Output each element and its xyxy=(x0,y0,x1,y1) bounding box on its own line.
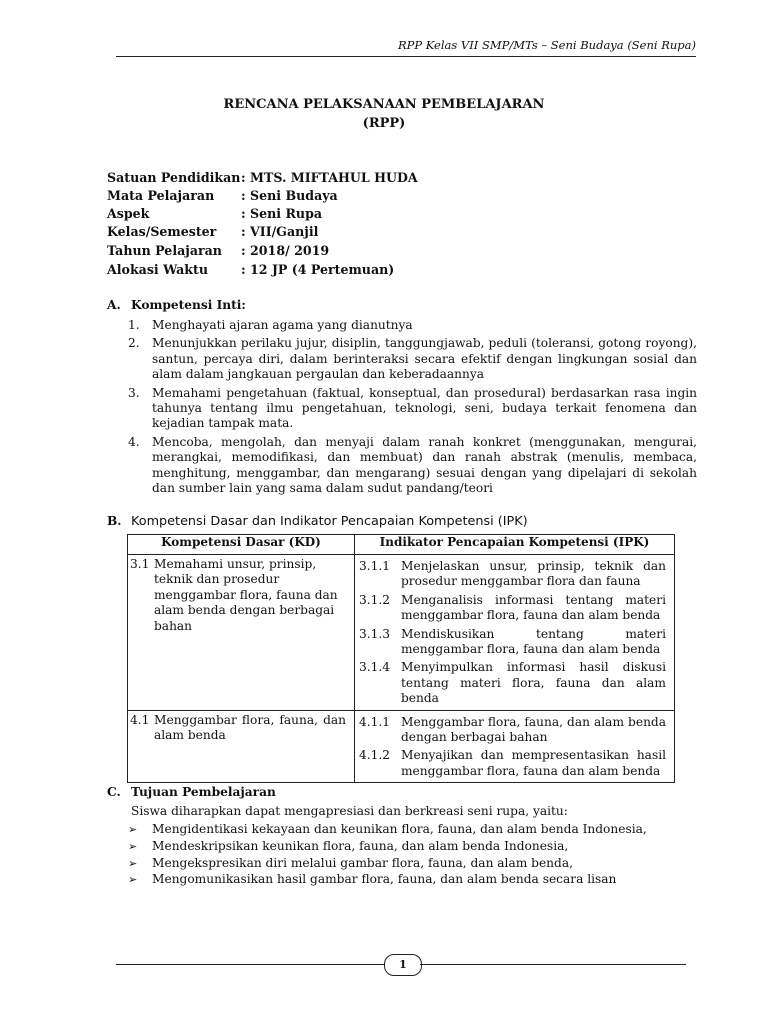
objectives-intro: Siswa diharapkan dapat mengapresiasi dan berkreasi seni rupa, yaitu: xyxy=(131,804,568,818)
ipk-item xyxy=(355,660,674,706)
section-title: Tujuan Pembelajaran xyxy=(131,785,276,799)
identity-row-aspect xyxy=(107,206,322,221)
list-text: Mencoba, mengolah, dan menyaji dalam ranah konkret (menggunakan, mengurai, merangkai, memodifikasi, dan membuat) dan ranah abstrak (menulis, membaca, menghitung, menggambar, dan mengarang) sesuai dengan yang dipelajari di sekolah dan sumber lain yang sama dalam sudut pandang/teori xyxy=(152,434,697,496)
identity-row-school xyxy=(107,170,418,185)
ipk-number: 3.1.2 xyxy=(359,592,391,607)
ipk-cell xyxy=(355,555,675,711)
identity-value: : 2018/ 2019 xyxy=(241,243,330,258)
list-text: Mengidentikasi kekayaan dan keunikan flora, fauna, dan alam benda Indonesia, xyxy=(152,822,647,836)
section-letter: A. xyxy=(107,298,121,312)
ipk-number: 3.1.1 xyxy=(359,559,391,573)
section-letter: C. xyxy=(107,785,121,799)
identity-label: Aspek xyxy=(107,206,150,221)
list-number: 4. xyxy=(128,434,140,449)
ipk-number: 4.1.2 xyxy=(359,748,391,763)
kd-number: 4.1 xyxy=(130,712,150,727)
ipk-number: 3.1.4 xyxy=(359,660,391,675)
section-title: Kompetensi Inti: xyxy=(131,298,246,312)
identity-value: : 12 JP (4 Pertemuan) xyxy=(241,262,395,277)
ipk-text: Menyajikan dan mempresentasikan hasil menggambar flora, fauna dan alam benda xyxy=(401,748,666,778)
competence-table xyxy=(127,534,675,783)
identity-label: Tahun Pelajaran xyxy=(107,243,222,258)
list-text: Memahami pengetahuan (faktual, konseptual, dan prosedural) berdasarkan rasa ingin tahunya tentang ilmu pengetahuan, teknologi, seni, budaya terkait fenomena dan kejadian tampak mata. xyxy=(152,385,697,431)
kd-cell xyxy=(128,555,355,711)
ipk-text: Mendiskusikan tentang materi menggambar flora, fauna dan alam benda xyxy=(401,626,666,657)
section-letter: B. xyxy=(107,514,122,528)
footer-divider-left xyxy=(116,964,384,965)
identity-value: : MTS. MIFTAHUL HUDA xyxy=(241,170,418,185)
ipk-item xyxy=(355,748,674,779)
identity-label: Mata Pelajaran xyxy=(107,188,215,203)
list-item xyxy=(128,435,697,497)
arrowhead-bullet-icon: ➢ xyxy=(128,839,138,853)
footer-divider-right xyxy=(420,964,686,965)
list-number: 1. xyxy=(128,318,140,332)
ipk-text: Menyimpulkan informasi hasil diskusi tentang materi flora, fauna dan alam benda xyxy=(401,660,666,706)
core-competence-list xyxy=(128,318,697,496)
table-header-row xyxy=(128,535,675,555)
identity-label: Kelas/Semester xyxy=(107,224,217,239)
document-subtitle: (RPP) xyxy=(362,116,406,131)
running-header: RPP Kelas VII SMP/MTs – Seni Budaya (Seni Rupa) xyxy=(397,38,696,52)
section-b-heading xyxy=(107,514,528,529)
document-title: RENCANA PELAKSANAAN PEMBELAJARAN xyxy=(223,97,545,112)
arrowhead-bullet-icon: ➢ xyxy=(128,873,138,887)
identity-label: Satuan Pendidikan xyxy=(107,170,241,185)
section-a-heading xyxy=(107,298,246,313)
identity-row-time xyxy=(107,262,394,277)
kd-entry xyxy=(128,711,354,744)
identity-row-class xyxy=(107,224,318,239)
page-number: 1 xyxy=(384,954,422,976)
arrowhead-bullet-icon: ➢ xyxy=(128,856,138,870)
list-number: 2. xyxy=(128,336,140,351)
column-header-ipk: Indikator Pencapaian Kompetensi (IPK) xyxy=(355,535,675,555)
ipk-item xyxy=(355,593,674,624)
ipk-number: 4.1.1 xyxy=(359,714,391,729)
ipk-item xyxy=(355,715,674,746)
list-text: Mengomunikasikan hasil gambar flora, fauna, dan alam benda secara lisan xyxy=(152,872,617,887)
list-number: 3. xyxy=(128,385,140,400)
list-item xyxy=(128,822,647,839)
list-text: Mendeskripsikan keunikan flora, fauna, dan alam benda Indonesia, xyxy=(152,838,569,853)
list-text: Menunjukkan perilaku jujur, disiplin, tanggungjawab, peduli (toleransi, gotong royong), santun, percaya diri, dalam berinteraksi secara efektif dengan lingkungan sosial dan alam dalam jangkauan pergaulan dan keberadaannya xyxy=(152,336,697,382)
list-text: Mengekspresikan diri melalui gambar flora, fauna, dan alam benda, xyxy=(152,855,573,870)
ipk-text: Menganalisis informasi tentang materi menggambar flora, fauna dan alam benda xyxy=(401,592,666,623)
identity-value: : VII/Ganjil xyxy=(241,224,319,239)
ipk-item xyxy=(355,627,674,658)
ipk-text: Menggambar flora, fauna, dan alam benda dengan berbagai bahan xyxy=(401,714,666,745)
kd-entry xyxy=(128,555,354,634)
kd-text: Menggambar flora, fauna, dan alam benda xyxy=(154,712,346,743)
identity-value: : Seni Rupa xyxy=(241,206,323,221)
identity-value: : Seni Budaya xyxy=(241,188,338,203)
ipk-item xyxy=(355,559,674,590)
list-item xyxy=(128,872,647,889)
objectives-list xyxy=(128,822,647,889)
ipk-number: 3.1.3 xyxy=(359,626,391,641)
kd-text: Memahami unsur, prinsip, teknik dan prosedur menggambar flora, fauna dan alam benda dengan berbagai bahan xyxy=(154,557,338,633)
list-item xyxy=(128,839,647,856)
section-title: Kompetensi Dasar dan Indikator Pencapaian Kompetensi (IPK) xyxy=(131,514,528,529)
kd-number: 3.1 xyxy=(130,557,150,571)
section-c-heading xyxy=(107,785,276,800)
list-text: Menghayati ajaran agama yang dianutnya xyxy=(152,318,413,332)
list-item xyxy=(128,318,697,333)
list-item xyxy=(128,386,697,432)
arrowhead-bullet-icon: ➢ xyxy=(128,823,138,836)
identity-row-year xyxy=(107,243,329,258)
identity-label: Alokasi Waktu xyxy=(107,262,209,277)
column-header-kd: Kompetensi Dasar (KD) xyxy=(128,535,355,555)
table-row xyxy=(128,555,675,711)
identity-row-subject xyxy=(107,188,338,203)
list-item xyxy=(128,856,647,873)
ipk-text: Menjelaskan unsur, prinsip, teknik dan prosedur menggambar flora dan fauna xyxy=(401,559,666,589)
kd-cell xyxy=(128,710,355,783)
table-row xyxy=(128,710,675,783)
ipk-cell xyxy=(355,710,675,783)
list-item xyxy=(128,336,697,382)
header-divider xyxy=(116,56,696,57)
